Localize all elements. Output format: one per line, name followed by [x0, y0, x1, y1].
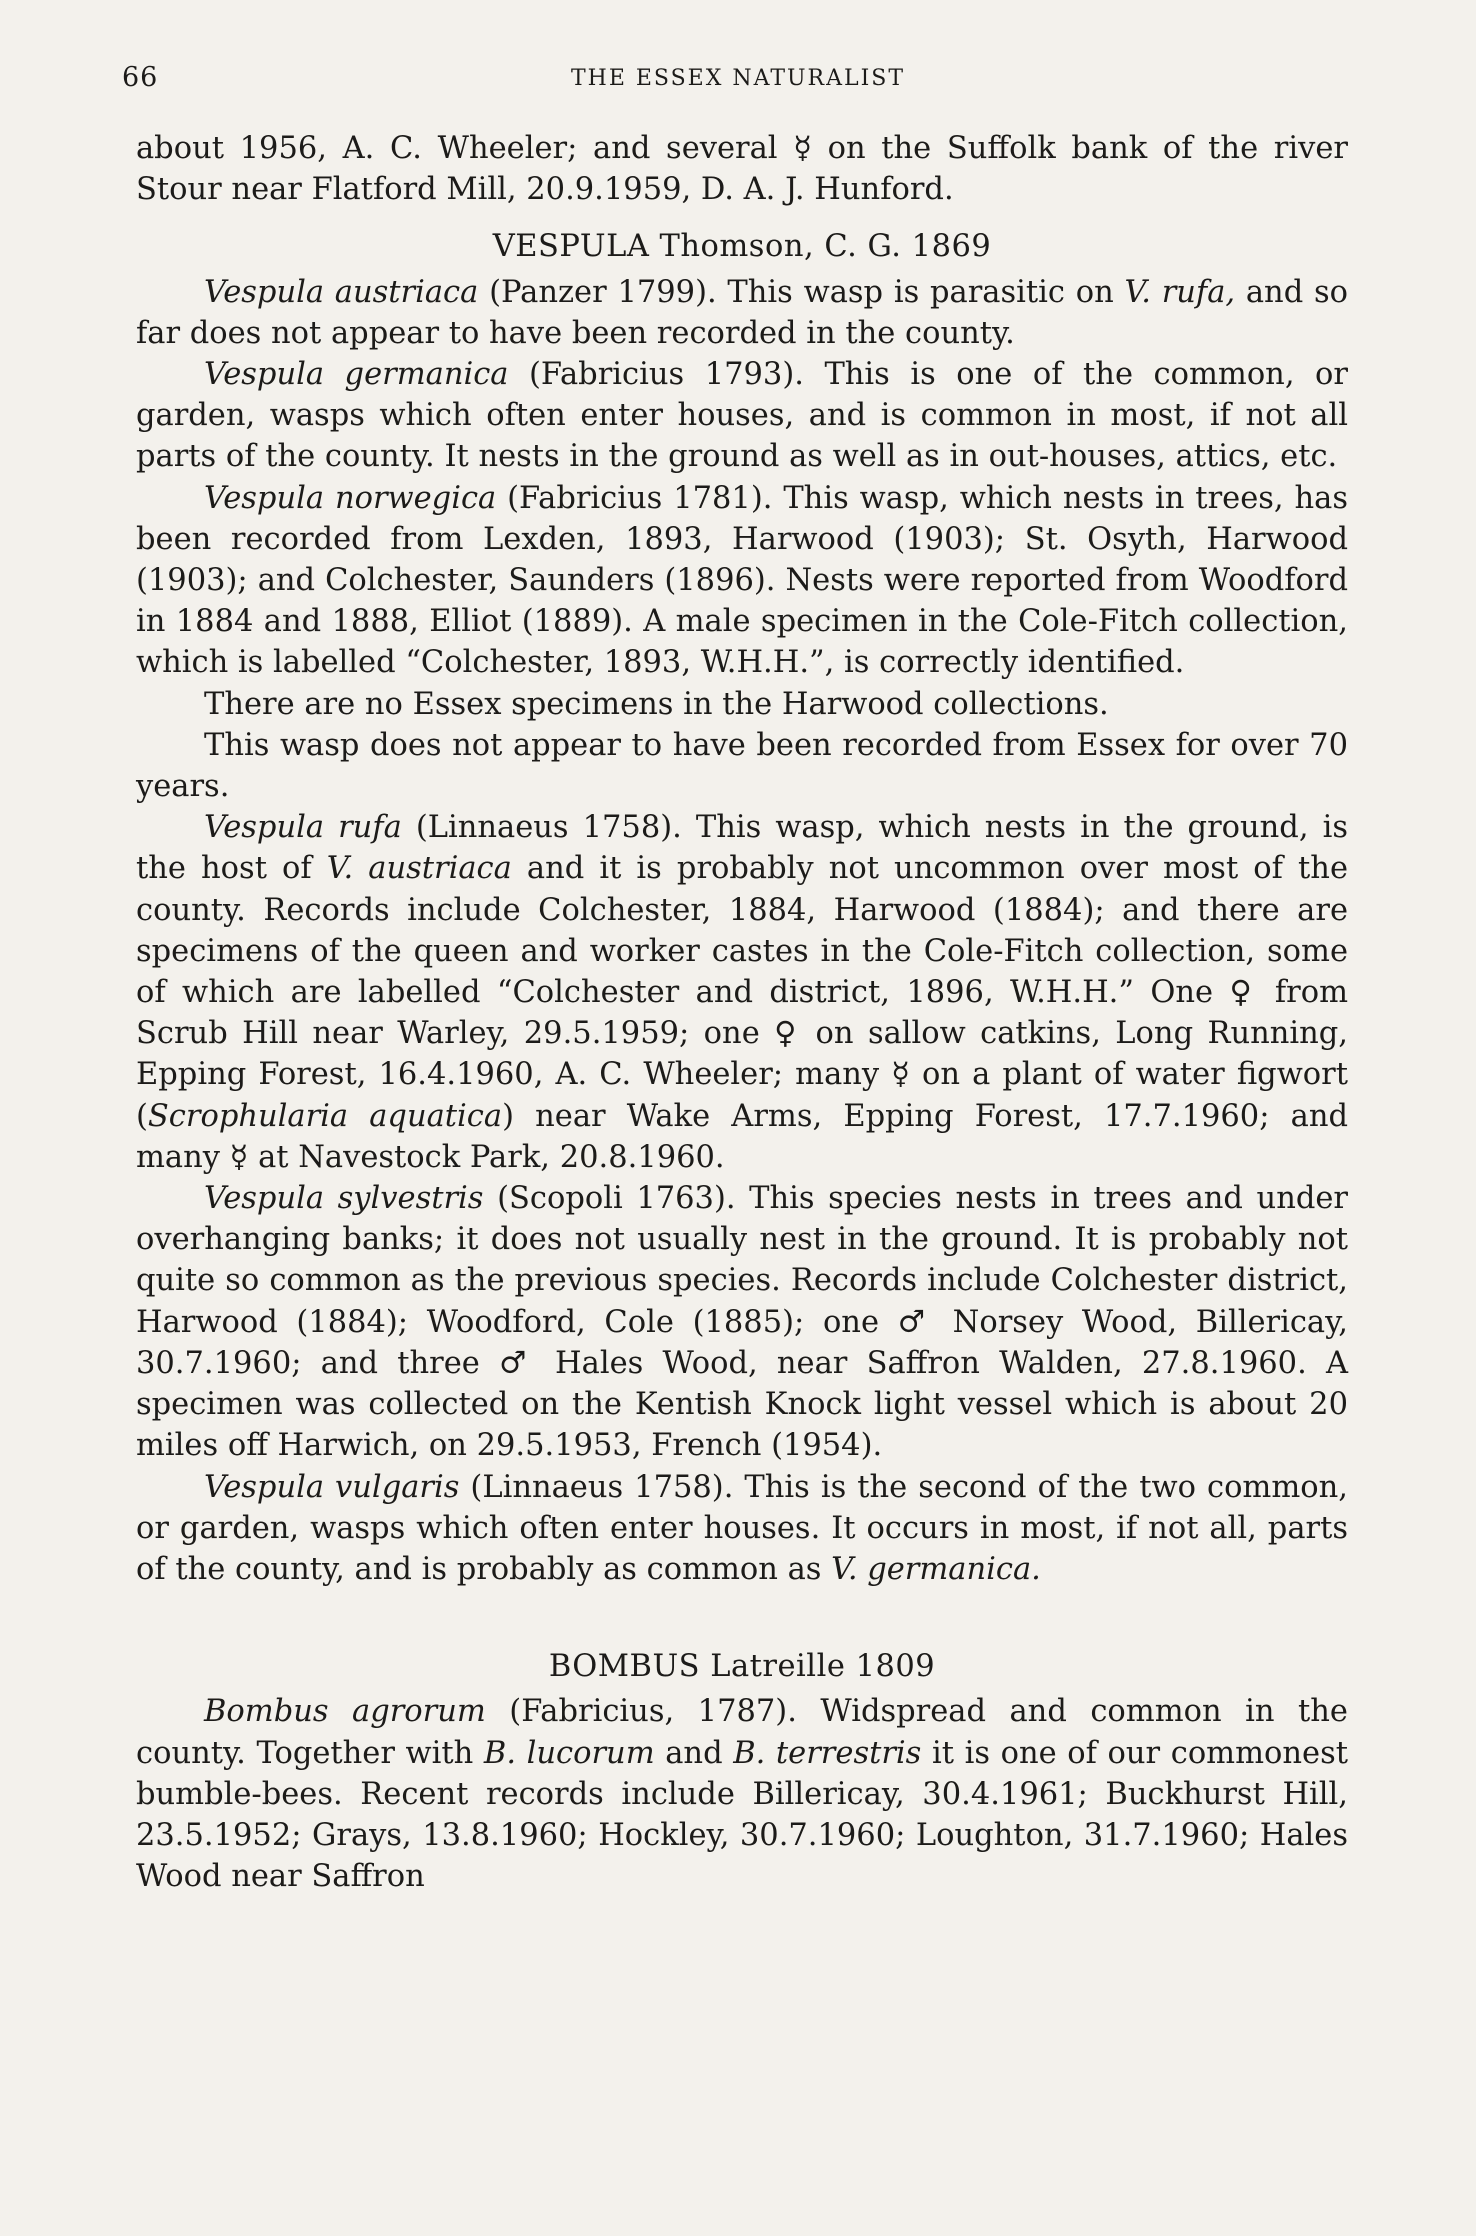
entry-text: it is one of our commonest bumble-bees. Recent records include Billericay, 30.4.1961; Buckhurst Hill, 23.5.1952; Grays, 13.8.1960; Hockley, 30.7.1960; Loughton, 31.7.1960; Hales Wood near Saffron [136, 1735, 1348, 1895]
species-name: Vespula rufa [204, 810, 402, 846]
entry-text: (Fabricius 1793). This is one of the common, or garden, wasps which often enter houses, and is common in most, if not all parts of the county. It nests in the ground as well as in out-houses, attics, etc. [136, 357, 1348, 475]
entry-text: and so far does not appear to have been recorded in the county. [136, 274, 1348, 351]
species-name: Vespula norwegica [204, 480, 497, 516]
entry-text: and [654, 1735, 734, 1771]
species-reference: V. austriaca [326, 851, 512, 887]
species-entry-norwegica [136, 478, 1348, 684]
entry-text: (Fabricius 1781). This wasp, which nests in trees, has been recorded from Lexden, 1893, Harwood (1903); St. Osyth, Harwood (1903); and Colchester, Saunders (1896). Nests were reported from Woodford in 1884 and 1888, Elliot (1889). A male specimen in the Cole-Fitch collection, which is labelled “Colchester, 1893, W.H.H.”, is correctly identified. [136, 480, 1348, 681]
paragraph-record-note: This wasp does not appear to have been recorded from Essex for over 70 years. [136, 727, 1348, 805]
entry-text: ) near Wake Arms, Epping Forest, 17.7.1960; and many ☿ at Navestock Park, 20.8.1960. [136, 1098, 1348, 1175]
paragraph-continuation: about 1956, A. C. Wheeler; and several ☿ on the Suffolk bank of the river Stour near Flatford Mill, 20.9.1959, D. A. J. Hunford. [136, 131, 1348, 208]
species-reference: V. germanica. [831, 1551, 1041, 1587]
species-entry-vulgaris [136, 1467, 1348, 1591]
species-reference: B. terrestris [733, 1735, 922, 1771]
species-entry-rufa [136, 807, 1348, 1178]
entry-text: (Scopoli 1763). This species nests in trees and under overhanging banks; it does not usually nest in the ground. It is probably not quite so common as the previous species. Records include Colchester district, Harwood (1884); Woodford, Cole (1885); one ♂ Norsey Wood, Billericay, 30.7.1960; and three ♂ Hales Wood, near Saffron Walden, 27.8.1960. A specimen was collected on the Kentish Knock light vessel which is about 20 miles off Harwich, on 29.5.1953, French (1954). [136, 1181, 1349, 1464]
species-name: Vespula vulgaris [204, 1469, 460, 1505]
species-name: Bombus agrorum [204, 1694, 486, 1730]
species-name: Vespula germanica [204, 357, 509, 393]
paragraph-harwood-note: There are no Essex specimens in the Harwood collections. [204, 686, 1109, 722]
species-name: Vespula austriaca [204, 274, 479, 310]
entry-text: (Fabricius, 1787). Widspread and common in the county. Together with [136, 1694, 1348, 1771]
page-number: 66 [122, 62, 159, 93]
genus-heading-bombus: BOMBUS Latreille 1809 [548, 1649, 936, 1685]
entry-text: (Linnaeus 1758). This is the second of the two common, or garden, wasps which often enter houses. It occurs in most, if not all, parts of the county, and is probably as common as [136, 1469, 1348, 1587]
species-reference: V. rufa, [1124, 274, 1236, 310]
plant-name: Scrophularia aquatica [147, 1098, 503, 1134]
species-entry-sylvestris [136, 1178, 1348, 1466]
genus-heading-vespula: VESPULA Thomson, C. G. 1869 [492, 229, 992, 265]
running-title: THE ESSEX NATURALIST [570, 66, 906, 91]
body-text [136, 128, 1348, 1897]
entry-text: (Panzer 1799). This wasp is parasitic on [478, 274, 1125, 310]
species-entry-austriaca [136, 272, 1348, 354]
species-entry-germanica [136, 354, 1348, 478]
entry-text: (Linnaeus 1758). This wasp, which nests in the ground, is the host of [136, 810, 1348, 887]
species-name: Vespula sylvestris [204, 1181, 484, 1217]
species-entry-agrorum [136, 1691, 1348, 1897]
species-reference: B. lucorum [483, 1735, 655, 1771]
entry-text: and it is probably not uncommon over most of the county. Records include Colchester, 1884, Harwood (1884); and there are specimens of the queen and worker castes in the Cole-Fitch collection, some of which are labelled “Colchester and district, 1896, W.H.H.” One ♀ from Scrub Hill near Warley, 29.5.1959; one ♀ on sallow catkins, Long Running, Epping Forest, 16.4.1960, A. C. Wheeler; many ☿ on a plant of water figwort ( [136, 851, 1348, 1134]
page-header [122, 62, 1354, 102]
